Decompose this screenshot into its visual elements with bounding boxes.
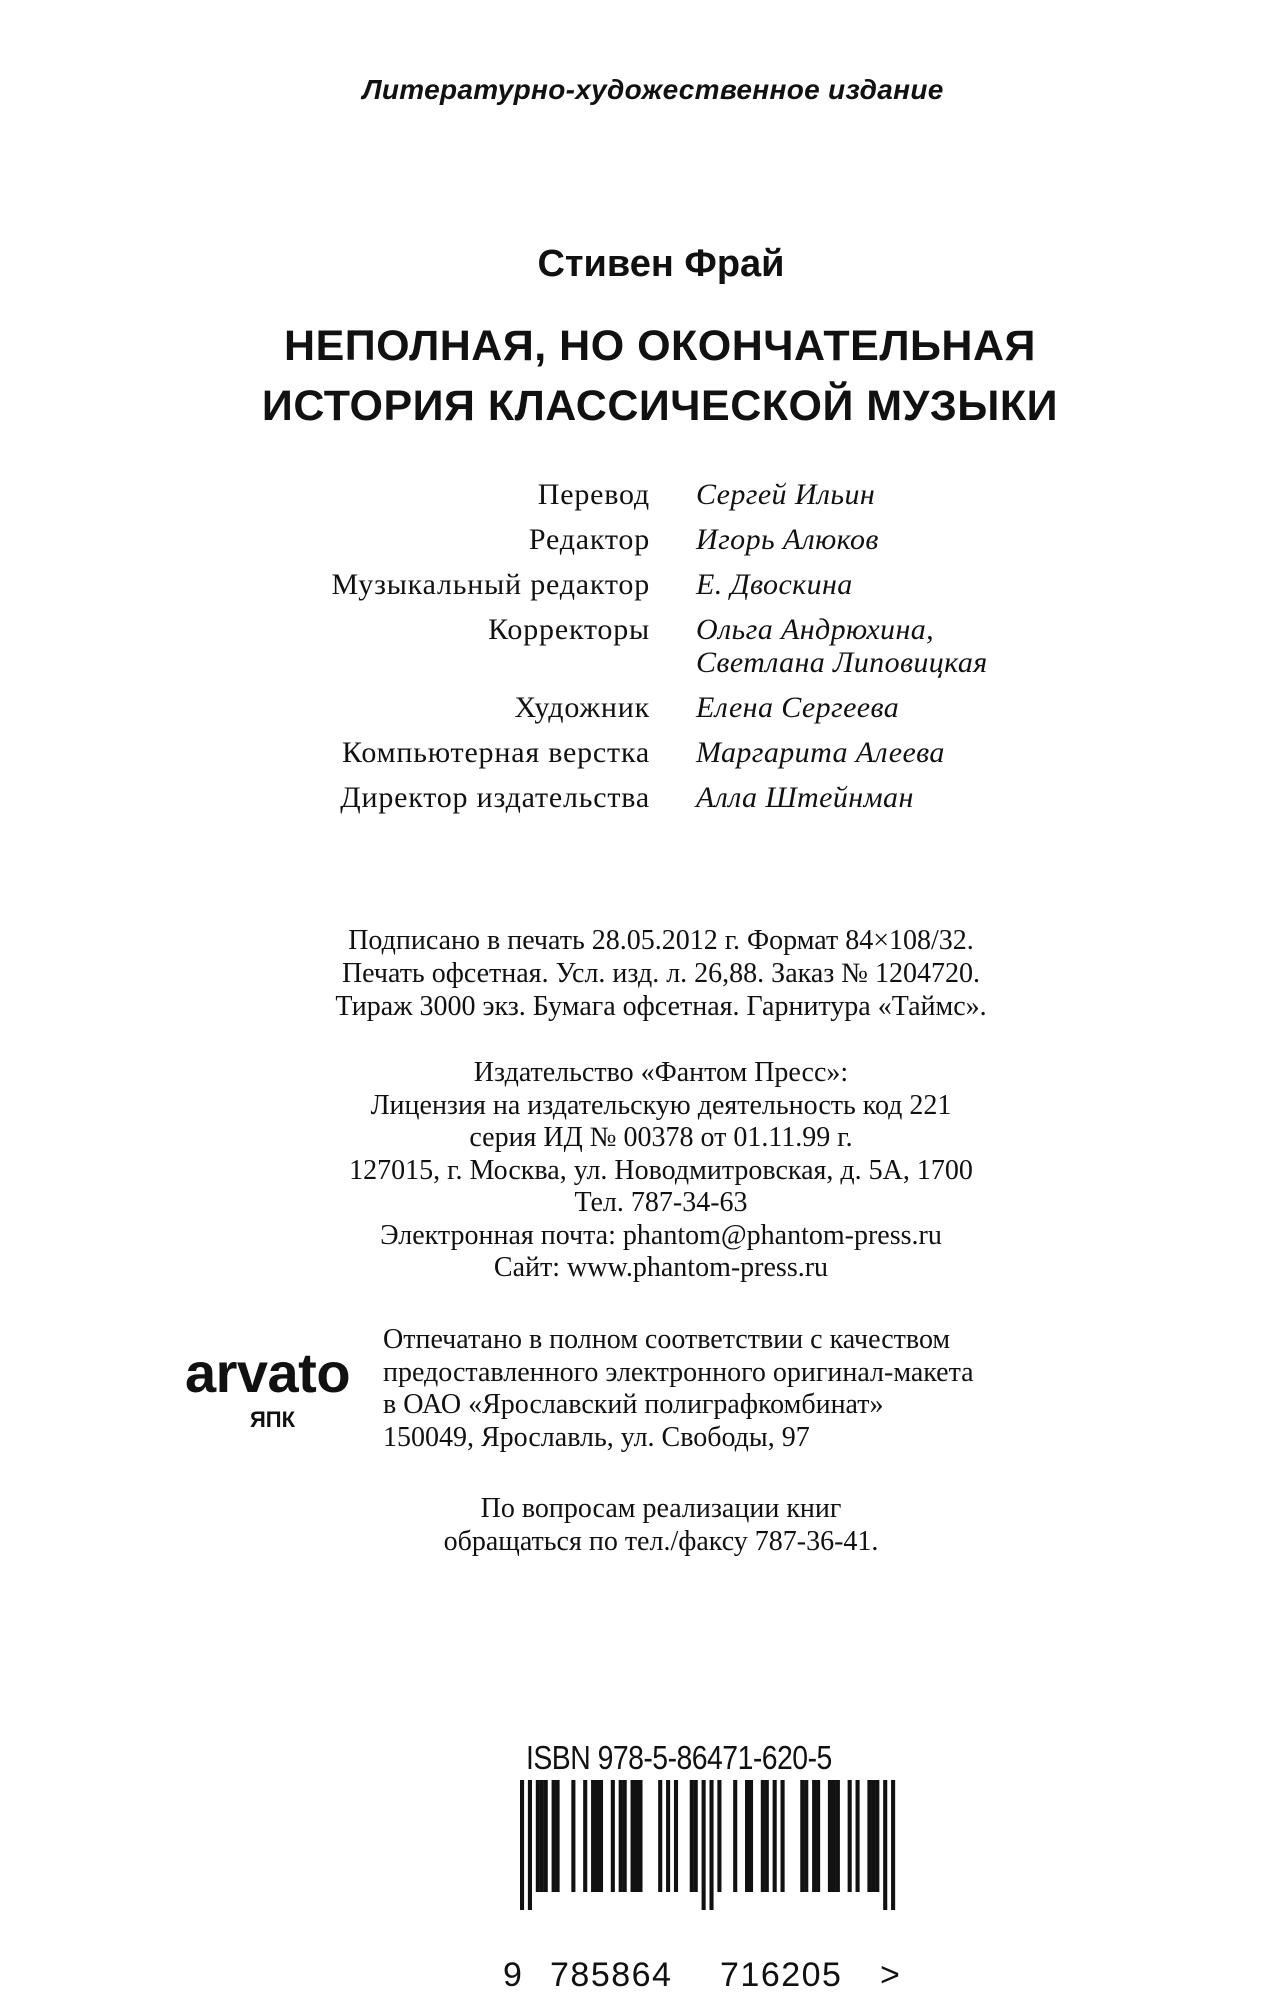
publisher-line: Издательство «Фантом Пресс»: — [473, 1057, 849, 1088]
barcode-bar — [571, 1780, 575, 1892]
credit-name — [696, 781, 914, 814]
credit-role: Музыкальный редактор — [331, 568, 650, 601]
imprint-line: Подписано в печать 28.05.2012 г. Формат 84×108/32. — [348, 925, 974, 956]
printer-logo — [170, 1341, 365, 1433]
barcode-bar — [540, 1780, 544, 1892]
barcode-bar — [634, 1780, 638, 1892]
credit-row-director — [0, 781, 1276, 814]
printer-info — [383, 1324, 974, 1454]
credit-name — [696, 478, 875, 511]
barcode-bar — [883, 1780, 887, 1910]
credit-row-proofreaders — [0, 613, 1276, 679]
sales-line: По вопросам реализации книг — [480, 1493, 842, 1524]
ean-quiet-zone-mark: > — [880, 1956, 900, 1994]
isbn-label: ISBN 978-5-86471-620-5 — [526, 1739, 832, 1776]
barcode-bar — [599, 1780, 603, 1892]
barcode-bar — [528, 1780, 532, 1910]
credit-row-translation — [0, 478, 1276, 511]
barcode-bar — [674, 1780, 678, 1892]
printer-line: 150049, Ярославль, ул. Свободы, 97 — [383, 1421, 810, 1453]
barcode-bar — [832, 1780, 836, 1892]
barcode-bar — [623, 1780, 627, 1892]
barcode-bar — [773, 1780, 777, 1892]
barcode-bar — [871, 1780, 875, 1892]
ean-left-group: 785864 — [550, 1956, 673, 1994]
barcode-bar — [761, 1780, 765, 1892]
barcode-bar — [631, 1780, 635, 1892]
barcode-bar — [733, 1780, 737, 1892]
publisher-line: Лицензия на издательскую деятельность код 221 — [370, 1089, 952, 1121]
credit-name — [696, 613, 988, 679]
printer-line: предоставленного электронного оригинал-макета — [383, 1356, 974, 1388]
barcode-bar — [595, 1780, 599, 1892]
barcode-bar — [694, 1780, 698, 1892]
barcode-bar — [891, 1780, 895, 1910]
barcode-graphic — [520, 1780, 900, 1910]
barcode-bar — [836, 1780, 840, 1892]
barcode-bar — [875, 1780, 879, 1892]
barcode-bar — [619, 1780, 623, 1892]
credit-role: Директор издательства — [340, 781, 650, 814]
publisher-website: Сайт: www.phantom-press.ru — [493, 1252, 829, 1283]
barcode-bar — [658, 1780, 662, 1892]
book-title-line-1: НЕПОЛНАЯ, НО ОКОНЧАТЕЛЬНАЯ — [284, 322, 1036, 370]
credit-name — [696, 523, 879, 556]
barcode-bar — [745, 1780, 749, 1892]
barcode-bar — [828, 1780, 832, 1892]
credit-name-line: Алла Штейнман — [696, 781, 914, 814]
barcode-bar — [816, 1780, 820, 1892]
barcode-bar — [804, 1780, 808, 1892]
credit-role: Компьютерная верстка — [342, 736, 650, 769]
credit-name — [696, 691, 899, 724]
ean-right-group: 716205 — [720, 1956, 843, 1994]
barcode-bar — [638, 1780, 642, 1892]
barcode-bar — [552, 1780, 556, 1892]
barcode-bar — [848, 1780, 852, 1892]
barcode-bar — [544, 1780, 548, 1892]
credit-name-line: Маргарита Алеева — [696, 736, 945, 769]
barcode-bar — [781, 1780, 785, 1892]
barcode-bar — [583, 1780, 587, 1892]
barcode-bar — [812, 1780, 816, 1892]
credit-row-editor — [0, 523, 1276, 556]
imprint-line: Тираж 3000 экз. Бумага офсетная. Гарнитура «Таймс». — [335, 991, 987, 1022]
barcode-bar — [536, 1780, 540, 1892]
credit-role: Перевод — [537, 478, 650, 511]
credit-row-artist — [0, 691, 1276, 724]
isbn-block — [520, 1740, 900, 1910]
barcode-bar — [591, 1780, 595, 1892]
barcode-bar — [666, 1780, 670, 1892]
sales-line: обращаться по тел./факсу 787-36-41. — [443, 1526, 879, 1557]
credit-role: Художник — [514, 691, 650, 724]
publisher-line: Тел. 787-34-63 — [574, 1187, 748, 1218]
credit-role: Корректоры — [488, 613, 650, 646]
printer-line: в ОАО «Ярославский полиграфкомбинат» — [383, 1389, 884, 1420]
barcode-bar — [709, 1780, 713, 1910]
printer-logo-sub: ЯПК — [249, 1407, 296, 1432]
printer-logo-word: arvato — [184, 1341, 351, 1404]
book-title — [0, 316, 1276, 436]
barcode-bar — [520, 1780, 524, 1910]
barcode — [520, 1780, 900, 1910]
printer-line: Отпечатано в полном соответствии с качеством — [383, 1324, 951, 1355]
genre-label: Литературно-художественное издание — [362, 74, 944, 105]
publisher-line: серия ИД № 00378 от 01.11.99 г. — [469, 1122, 853, 1153]
barcode-bar — [765, 1780, 769, 1892]
barcode-bar — [867, 1780, 871, 1892]
barcode-bar — [690, 1780, 694, 1892]
publisher-line: 127015, г. Москва, ул. Новодмитровская, д. 5А, 1700 — [349, 1154, 973, 1186]
barcode-bar — [717, 1780, 721, 1892]
imprint-line: Печать офсетная. Усл. изд. л. 26,88. Заказ № 1204720. — [341, 958, 981, 989]
credits-list — [0, 478, 1276, 826]
barcode-bar — [800, 1780, 804, 1892]
author-name: Стивен Фрай — [537, 243, 785, 285]
barcode-bar — [611, 1780, 615, 1892]
ean-first-digit: 9 — [503, 1956, 522, 1994]
barcode-bar — [556, 1780, 560, 1892]
credit-name — [696, 568, 853, 601]
barcode-bar — [749, 1780, 753, 1892]
credit-name-line: Светлана Липовицкая — [696, 646, 988, 679]
barcode-bar — [702, 1780, 706, 1910]
barcode-bar — [856, 1780, 860, 1892]
sales-contact — [0, 1492, 1276, 1558]
credit-name-line: Е. Двоскина — [696, 568, 853, 601]
book-title-line-2: ИСТОРИЯ КЛАССИЧЕСКОЙ МУЗЫКИ — [261, 382, 1059, 430]
credit-name-line: Елена Сергеева — [696, 691, 900, 724]
credit-row-music-editor — [0, 568, 1276, 601]
credit-name-line: Сергей Ильин — [696, 478, 876, 511]
imprint-details — [0, 924, 1276, 1023]
credit-row-layout — [0, 736, 1276, 769]
credit-role: Редактор — [528, 523, 650, 556]
publisher-email: Электронная почта: phantom@phantom-press.ru — [380, 1219, 942, 1251]
credit-name-line: Ольга Андрюхина, — [696, 613, 935, 646]
credit-name — [696, 736, 945, 769]
credit-name-line: Игорь Алюков — [696, 523, 879, 556]
publisher-info — [0, 1057, 1276, 1285]
